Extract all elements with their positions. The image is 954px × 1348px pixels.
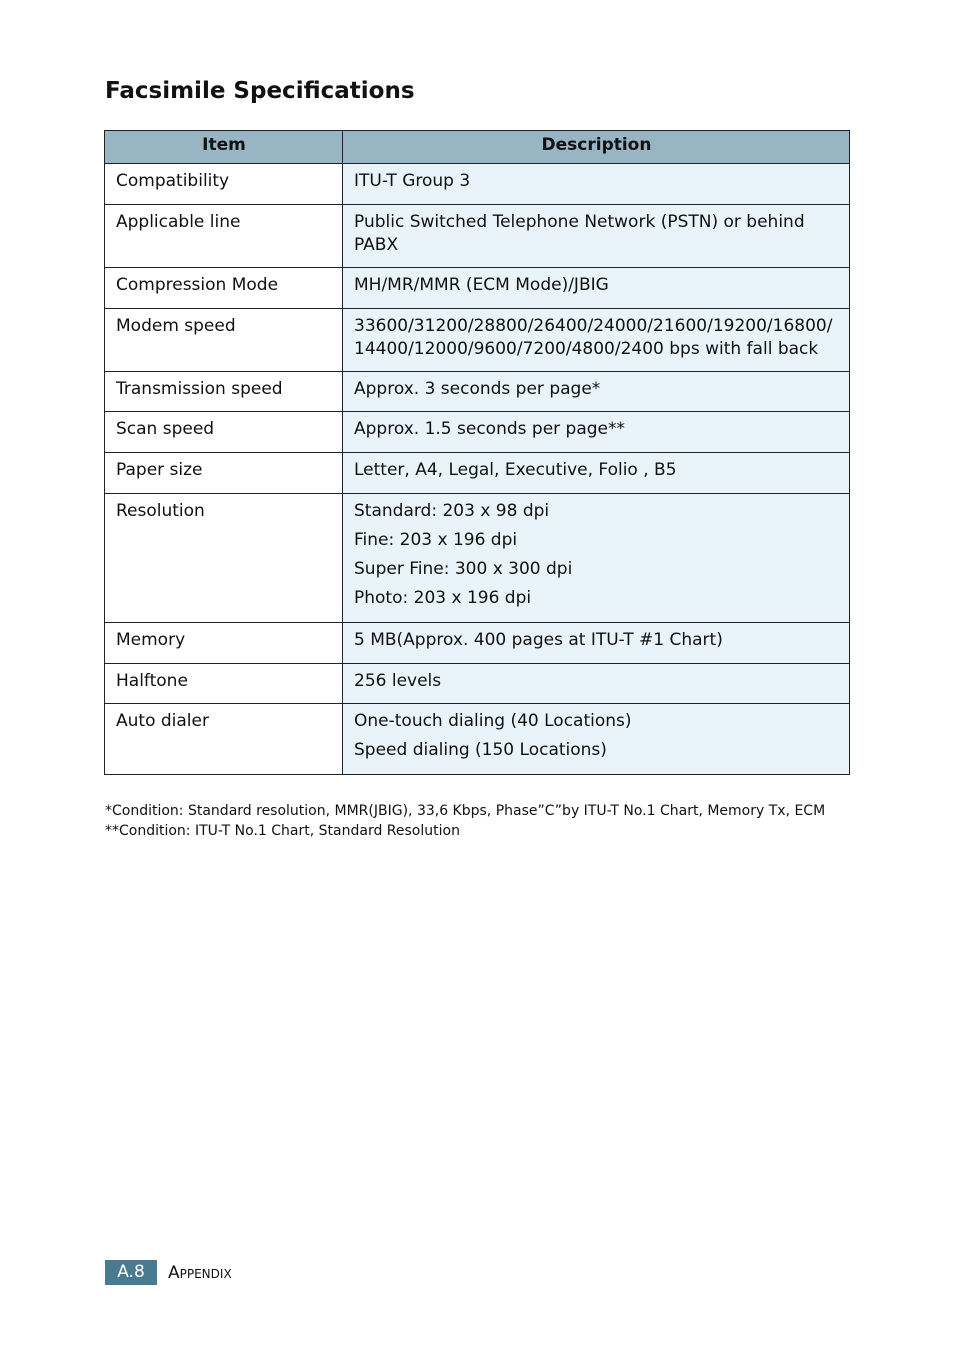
- item-cell: Scan speed: [105, 412, 343, 453]
- table-row: [105, 309, 850, 372]
- description-cell: [343, 664, 850, 704]
- page-number-badge: A.8: [105, 1260, 157, 1285]
- description-line: 33600/31200/28800/26400/24000/21600/19200/16800/: [354, 316, 833, 336]
- item-cell: Compression Mode: [105, 268, 343, 309]
- table-row: [105, 453, 850, 494]
- description-line: Fine: 203 x 196 dpi: [354, 530, 518, 550]
- table-row: [105, 205, 850, 268]
- specifications-table: [104, 130, 850, 775]
- item-cell: Paper size: [105, 453, 343, 494]
- description-cell: [343, 372, 850, 412]
- table-row: [105, 268, 850, 309]
- section-name: Appendix: [168, 1262, 232, 1283]
- page-title: Facsimile Specifications: [105, 78, 415, 104]
- description-line: One-touch dialing (40 Locations): [354, 711, 632, 731]
- table-row: [105, 704, 850, 775]
- item-cell: Resolution: [105, 494, 343, 623]
- description-line: Letter, A4, Legal, Executive, Folio , B5: [354, 460, 677, 480]
- table-header-row: [105, 131, 850, 164]
- description-line: Speed dialing (150 Locations): [354, 740, 607, 760]
- description-cell: [343, 494, 850, 623]
- item-cell: Memory: [105, 623, 343, 664]
- description-line: Approx. 1.5 seconds per page**: [354, 419, 626, 439]
- item-cell: Auto dialer: [105, 704, 343, 775]
- description-cell: [343, 309, 850, 372]
- page-footer: [105, 1260, 232, 1285]
- footnote: **Condition: ITU-T No.1 Chart, Standard Resolution: [105, 823, 460, 839]
- table-row: [105, 623, 850, 664]
- description-line: Public Switched Telephone Network (PSTN) or behind: [354, 212, 805, 232]
- header-description: Description: [343, 131, 850, 164]
- description-line: 256 levels: [354, 671, 442, 691]
- description-line: PABX: [354, 235, 399, 255]
- footnote: *Condition: Standard resolution, MMR(JBIG), 33,6 Kbps, Phase”C”by ITU-T No.1 Chart, Memory Tx, ECM: [105, 803, 826, 819]
- description-cell: [343, 623, 850, 664]
- description-cell: [343, 205, 850, 268]
- header-item: Item: [105, 131, 343, 164]
- table-row: [105, 664, 850, 704]
- item-cell: Applicable line: [105, 205, 343, 268]
- description-cell: [343, 164, 850, 205]
- footnotes: [105, 801, 825, 841]
- description-line: Approx. 3 seconds per page*: [354, 379, 601, 399]
- item-cell: Modem speed: [105, 309, 343, 372]
- table-row: [105, 372, 850, 412]
- table-row: [105, 494, 850, 623]
- table-row: [105, 412, 850, 453]
- description-cell: [343, 704, 850, 775]
- description-line: Standard: 203 x 98 dpi: [354, 501, 550, 521]
- table-row: [105, 164, 850, 205]
- item-cell: Halftone: [105, 664, 343, 704]
- description-cell: [343, 412, 850, 453]
- description-line: Photo: 203 x 196 dpi: [354, 588, 532, 608]
- description-line: 14400/12000/9600/7200/4800/2400 bps with fall back: [354, 339, 819, 359]
- description-cell: [343, 453, 850, 494]
- description-line: ITU-T Group 3: [354, 171, 471, 191]
- description-line: 5 MB(Approx. 400 pages at ITU-T #1 Chart): [354, 630, 723, 650]
- description-cell: [343, 268, 850, 309]
- description-line: MH/MR/MMR (ECM Mode)/JBIG: [354, 275, 609, 295]
- item-cell: Compatibility: [105, 164, 343, 205]
- description-line: Super Fine: 300 x 300 dpi: [354, 559, 573, 579]
- item-cell: Transmission speed: [105, 372, 343, 412]
